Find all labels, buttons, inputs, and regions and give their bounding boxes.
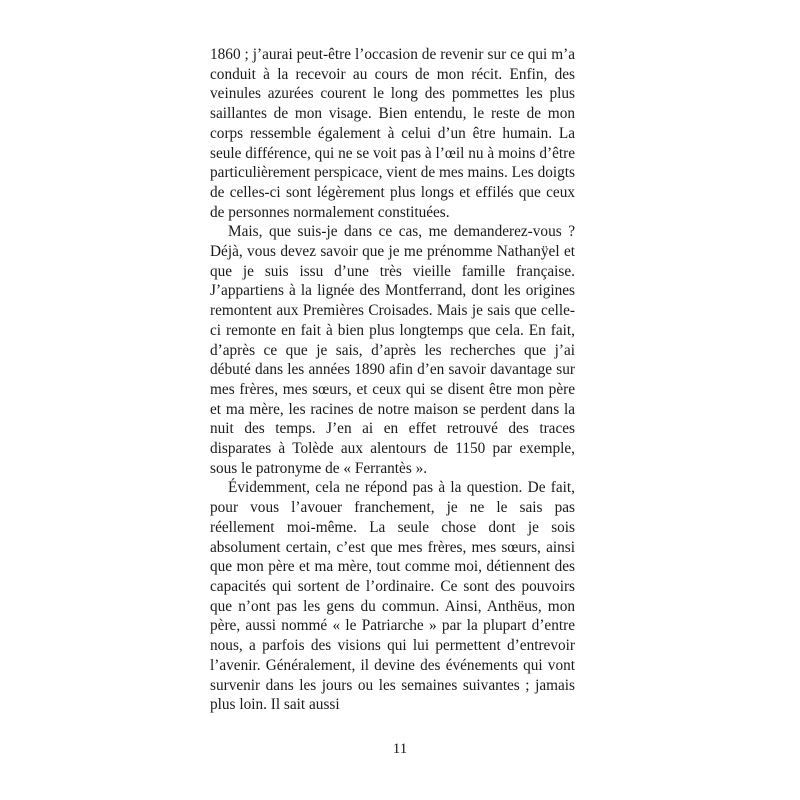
page-number: 11 [392,741,408,757]
paragraph-2: Mais, que suis-je dans ce cas, me demanderez-vous ? Déjà, vous devez savoir que je me prénomme Nathanÿel et que je suis issu d’une très vieille famille française. J’appartiens à la lignée des Montferrand, dont les origines remontent aux Premières Croisades. Mais je sais que celle-ci remonte en fait à bien plus longtemps que cela. En fait, d’après ce que je sais, d’après les recherches que j’ai débuté dans les années 1890 afin d’en savoir davantage sur mes frères, mes sœurs, et ceux qui se disent être mon père et ma mère, les racines de notre maison se perdent dans la nuit des temps. J’en ai en effet retrouvé des traces disparates à Tolède aux alentours de 1150 par exemple, sous le patronyme de « Ferrantès ». [210,223,575,477]
paragraph-1: 1860 ; j’aurai peut-être l’occasion de revenir sur ce qui m’a conduit à la recevoir au cours de mon récit. Enfin, des veinules azurées courent le long des pommettes les plus saillantes de mon visage. Bien entendu, le reste de mon corps ressemble également à celui d’un être humain. La seule différence, qui ne se voit pas à l’œil nu à moins d’être particulièrement perspicace, vient de mes mains. Les doigts de celles-ci sont légèrement plus longs et effilés que ceux de personnes normalement constituées. [210,46,575,221]
body-text [210,45,575,715]
paragraph-3: Évidemment, cela ne répond pas à la question. De fait, pour vous l’avouer franchement, je ne le sais pas réellement moi-même. La seule chose dont je sois absolument certain, c’est que mes frères, mes sœurs, ainsi que mon père et ma mère, tout comme moi, détiennent des capacités qui sortent de l’ordinaire. Ce sont des pouvoirs que n’ont pas les gens du commun. Ainsi, Anthëus, mon père, aussi nommé « le Patriarche » par la plupart d’entre nous, a parfois des visions qui lui permettent d’entrevoir l’avenir. Généralement, il devine des événements qui vont survenir dans les jours ou les semaines suivantes ; jamais plus loin. Il sait aussi [210,479,575,714]
